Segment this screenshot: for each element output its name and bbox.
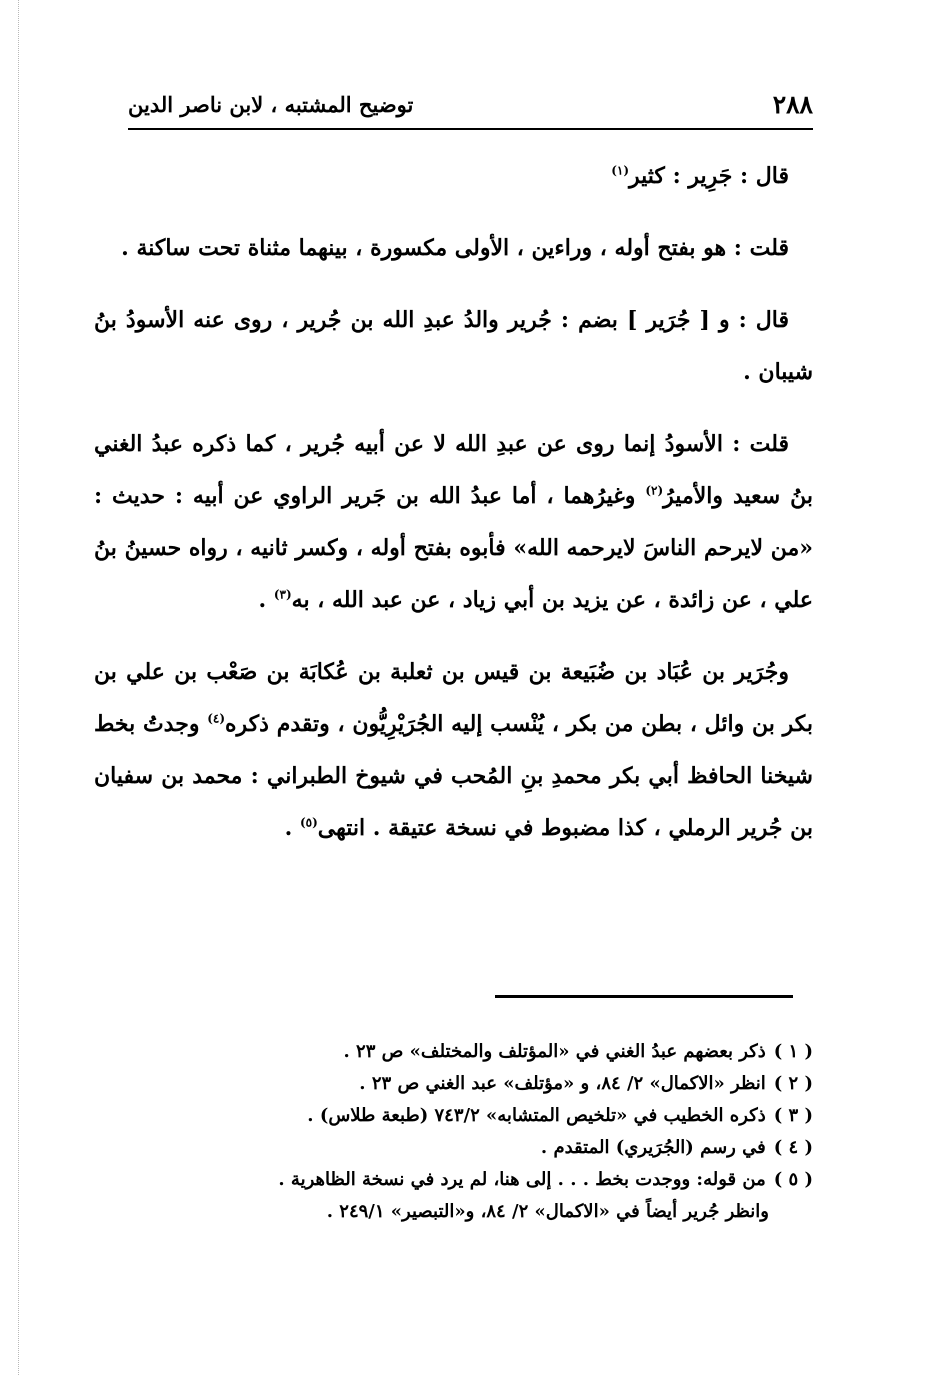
- paragraph-4-text-b: وغيرُهما ، أما عبدُ الله بن جَرير الراوي عن أبيه : حديث : «من لايرحم الناسَ لايرحمه الله» فأبوه بفتح أوله ، وكسر ثانيه ، رواه حسينُ بنُ علي ، عن زائدة ، عن يزيد بن أبي زياد ، عن عبد الله ، به: [94, 483, 813, 613]
- footnote-1: [150, 1036, 813, 1068]
- footnote-3-number: ( ٣ ): [773, 1105, 813, 1126]
- paragraph-4: [94, 418, 813, 626]
- paragraph-3-text: قال : و [ جُرَير ] بضم : جُرير والدُ عبدِ الله بن جُرير ، روى عنه الأسودُ بنُ شيبان .: [94, 307, 813, 385]
- footnote-ref-5[interactable]: (٥): [299, 815, 318, 830]
- footnote-ref-4[interactable]: (٤): [207, 711, 226, 726]
- main-text: [94, 150, 813, 874]
- paragraph-1: [94, 150, 813, 202]
- paragraph-5-text-c: .: [284, 815, 300, 841]
- footnote-4-number: ( ٤ ): [773, 1137, 813, 1158]
- running-title: توضيح المشتبه ، لابن ناصر الدين: [128, 92, 414, 117]
- paragraph-1-text: قال : جَرِير : كثير: [629, 163, 789, 189]
- footnote-5-continuation: [150, 1196, 813, 1228]
- paragraph-5: [94, 646, 813, 854]
- footnote-2-text: انظر «الاكمال» ٢/ ٨٤، و «مؤتلف» عبد الغني ص ٢٣ .: [359, 1073, 766, 1094]
- scan-margin-line: [18, 0, 20, 1375]
- paragraph-5-text-b: وجدتُ بخط شيخنا الحافظ أبي بكر محمدِ بنِ المُحب في شيوخ الطبراني : محمد بن سفيان بن جُرير الرملي ، كذا مضبوط في نسخة عتيقة . انتهى: [94, 711, 813, 841]
- footnote-4-text: في رسم (الجُرَيري) المتقدم .: [540, 1137, 766, 1158]
- footnote-2: [150, 1068, 813, 1100]
- footnote-ref-2[interactable]: (٢): [645, 483, 664, 498]
- footnotes: [150, 1036, 813, 1228]
- footnote-2-number: ( ٢ ): [773, 1073, 813, 1094]
- page-number: ٢٨٨: [772, 90, 813, 119]
- footnote-5-text: من قوله: ووجدت بخط . . . إلى هنا، لم يرد في نسخة الظاهرية .: [278, 1169, 766, 1190]
- footnote-4: [150, 1132, 813, 1164]
- footnote-ref-3[interactable]: (٣): [273, 587, 292, 602]
- paragraph-5-text-a: وجُرَير بن عُبَاد بن ضُبَيعة بن قيس بن ثعلبة بن عُكابَة بن صَعْب بن علي بن بكر بن وائل ، بطن من بكر ، يُنْسب إليه الجُرَيْرِيُّون ، وتقدم ذكره: [94, 659, 813, 737]
- paragraph-2-text: قلت : هو بفتح أوله ، وراءين ، الأولى مكسورة ، بينهما مثناة تحت ساكنة .: [121, 235, 789, 261]
- page-header: [128, 88, 813, 130]
- footnote-1-text: ذكر بعضهم عبدُ الغني في «المؤتلف والمختلف» ص ٢٣ .: [343, 1041, 766, 1062]
- paragraph-4-text-a: قلت : الأسودُ إنما روى عن عبدِ الله لا عن أبيه جُرير ، كما ذكره عبدُ الغني بنُ سعيد والأميرُ: [94, 431, 813, 509]
- footnote-5-continuation-text: وانظر جُرير أيضاً في «الاكمال» ٢/ ٨٤، و«التبصير» ٢٤٩/١ .: [326, 1201, 769, 1222]
- footnote-3: [150, 1100, 813, 1132]
- paragraph-2: [94, 222, 813, 274]
- footnote-separator: [495, 995, 793, 998]
- footnote-ref-1[interactable]: (١): [611, 163, 630, 178]
- footnote-5-number: ( ٥ ): [773, 1169, 813, 1190]
- footnote-5: [150, 1164, 813, 1196]
- paragraph-4-text-c: .: [258, 587, 274, 613]
- footnote-1-number: ( ١ ): [773, 1041, 813, 1062]
- footnote-3-text: ذكره الخطيب في «تلخيص المتشابه» ٧٤٣/٢ (طبعة طلاس) .: [307, 1105, 766, 1126]
- paragraph-3: [94, 294, 813, 398]
